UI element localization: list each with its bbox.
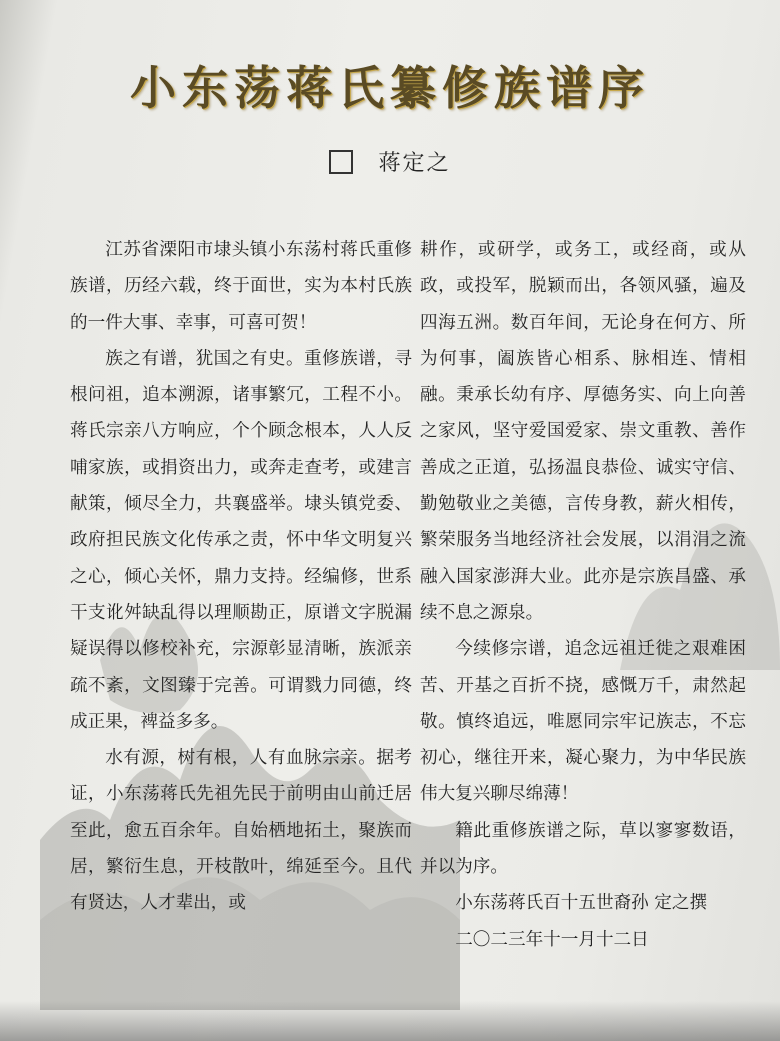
paragraph: 耕作，或研学，或务工，或经商，或从政，或投军，脱颖而出，各领风骚，遍及四海五洲。数百年间，无论身在何方、所为何事，阖族皆心相系、脉相连、情相融。秉承长幼有序、厚德务实、向上向善之家风，坚守爱国爱家、崇文重教、善作善成之正道，弘扬温良恭俭、诚实守信、勤勉敬业之美德，言传身教，薪火相传，繁荣服务当地经济社会发展，以涓涓之流融入国家澎湃大业。此亦是宗族昌盛、承续不息之源泉。 xyxy=(420,240,746,623)
author-line xyxy=(0,146,780,177)
paragraph: 族之有谱，犹国之有史。重修族谱，寻根问祖，追本溯源，诸事繁冗，工程不小。蒋氏宗亲八方响应，个个顾念根本，人人反哺家族，或捐资出力，或奔走查考，或建言献策，倾尽全力，共襄盛举。埭头镇党委、政府担民族文化传承之责，怀中华文明复兴之心，倾心关怀，鼎力支持。经编修，世系干支讹舛缺乱得以理顺勘正，原谱文字脱漏疑误得以修校补充，宗源彰显清晰，族派亲疏不紊，文图臻于完善。可谓戮力同德，终成正果，裨益多多。 xyxy=(70,348,412,732)
page-shadow xyxy=(0,1001,780,1041)
square-marker-icon xyxy=(329,150,353,174)
left-column xyxy=(70,232,412,922)
paragraph: 江苏省溧阳市埭头镇小东荡村蒋氏重修族谱，历经六载，终于面世，实为本村氏族的一件大事、幸事，可喜可贺！ xyxy=(70,240,412,333)
paragraph: 今续修宗谱，追念远祖迁徙之艰难困苦、开基之百折不挠，感慨万千，肃然起敬。慎终追远，唯愿同宗牢记族志，不忘初心，继往开来，凝心聚力，为中华民族伟大复兴聊尽绵薄！ xyxy=(420,639,746,805)
signature: 小东荡蒋氏百十五世裔孙 定之撰 xyxy=(455,893,708,914)
right-column xyxy=(420,232,746,958)
page-title: 小东荡蒋氏纂修族谱序 xyxy=(130,61,650,115)
author-name: 蒋定之 xyxy=(378,151,451,176)
paragraph: 籍此重修族谱之际，草以寥寥数语，并以为序。 xyxy=(420,820,746,878)
paragraph: 水有源，树有根，人有血脉宗亲。据考证，小东荡蒋氏先祖先民于前明由山前迁居至此，愈五百余年。自始栖地拓土，聚族而居，繁衍生息，开枝散叶，绵延至今。且代有贤达，人才辈出，或 xyxy=(70,748,412,914)
date: 二〇二三年十一月十二日 xyxy=(455,929,649,950)
